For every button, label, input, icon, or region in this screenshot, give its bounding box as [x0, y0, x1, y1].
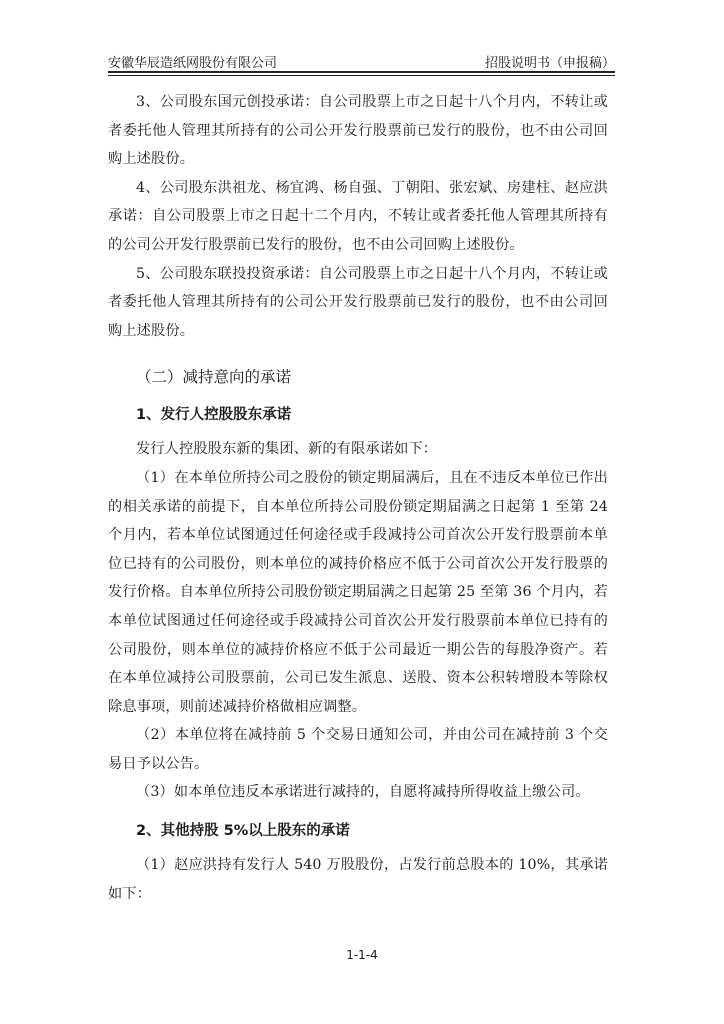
page-body [108, 88, 608, 908]
header-rule-thin [108, 75, 615, 76]
paragraph-violation-commitment: （3）如本单位违反本承诺进行减持的，自愿将减持所得收益上缴公司。 [136, 784, 590, 801]
paragraph-guoyuan-commitment: 3、公司股东国元创投承诺：自公司股票上市之日起十八个月内，不转让或者委托他人管理其所持有的公司公开发行股票前已发行的股份，也不由公司回购上述股份。 [108, 94, 608, 168]
paragraph-reduction-price-commitment: （1）在本单位所持公司之股份的锁定期届满后，且在不违反本单位已作出的相关承诺的前提下，自本单位所持公司股份锁定期届满之日起第 1 至第 24 个月内，若本单位试图通过任何途径或手段减持公司首次公开发行股票前本单位已持有的公司股份，则本单位的减持价格应不低于公司首次公开发行股票的发行价格。自本单位所持公司股份锁定期届满之日起第 25 至第 36 个月内，若本单位试图通过任何途径或手段减持公司首次公开发行股票前本单位已持有的公司股份，则本单位的减持价格应不低于公司最近一期公告的每股净资产。若在本单位减持公司股票前，公司已发生派息、送股、资本公积转增股本等除权除息事项，则前述减持价格做相应调整。 [108, 469, 608, 715]
paragraph-liantou-commitment: 5、公司股东联投投资承诺：自公司股票上市之日起十八个月内，不转让或者委托他人管理其所持有的公司公开发行股票前已发行的股份，也不由公司回购上述股份。 [108, 265, 608, 339]
subheading-other-major-shareholders: 2、其他持股 5%以上股东的承诺 [136, 823, 350, 840]
paragraph-individual-shareholders-commitment: 4、公司股东洪祖龙、杨宜鸿、杨自强、丁朝阳、张宏斌、房建柱、赵应洪承诺：自公司股票上市之日起十二个月内，不转让或者委托他人管理其所持有的公司公开发行股票前已发行的股份，也不由公司回购上述股份。 [108, 179, 608, 253]
paragraph-controlling-shareholder-intro: 发行人控股股东新的集团、新的有限承诺如下： [136, 441, 438, 458]
paragraph-zhao-yinghong-holding: （1）赵应洪持有发行人 540 万股股份，占发行前总股本的 10%，其承诺如下： [108, 857, 608, 902]
section-heading-reduction-intent: （二）减持意向的承诺 [136, 368, 292, 387]
paragraph-notice-commitment: （2）本单位将在减持前 5 个交易日通知公司，并由公司在减持前 3 个交易日予以公告。 [108, 727, 608, 772]
header-company-name: 安徽华辰造纸网股份有限公司 [108, 56, 278, 71]
page-number: 1-1-4 [346, 948, 378, 962]
subheading-controlling-shareholder: 1、发行人控股股东承诺 [136, 407, 292, 424]
page-header [108, 50, 615, 72]
header-rule-thick [108, 71, 615, 73]
header-document-title: 招股说明书（申报稿） [484, 56, 615, 71]
